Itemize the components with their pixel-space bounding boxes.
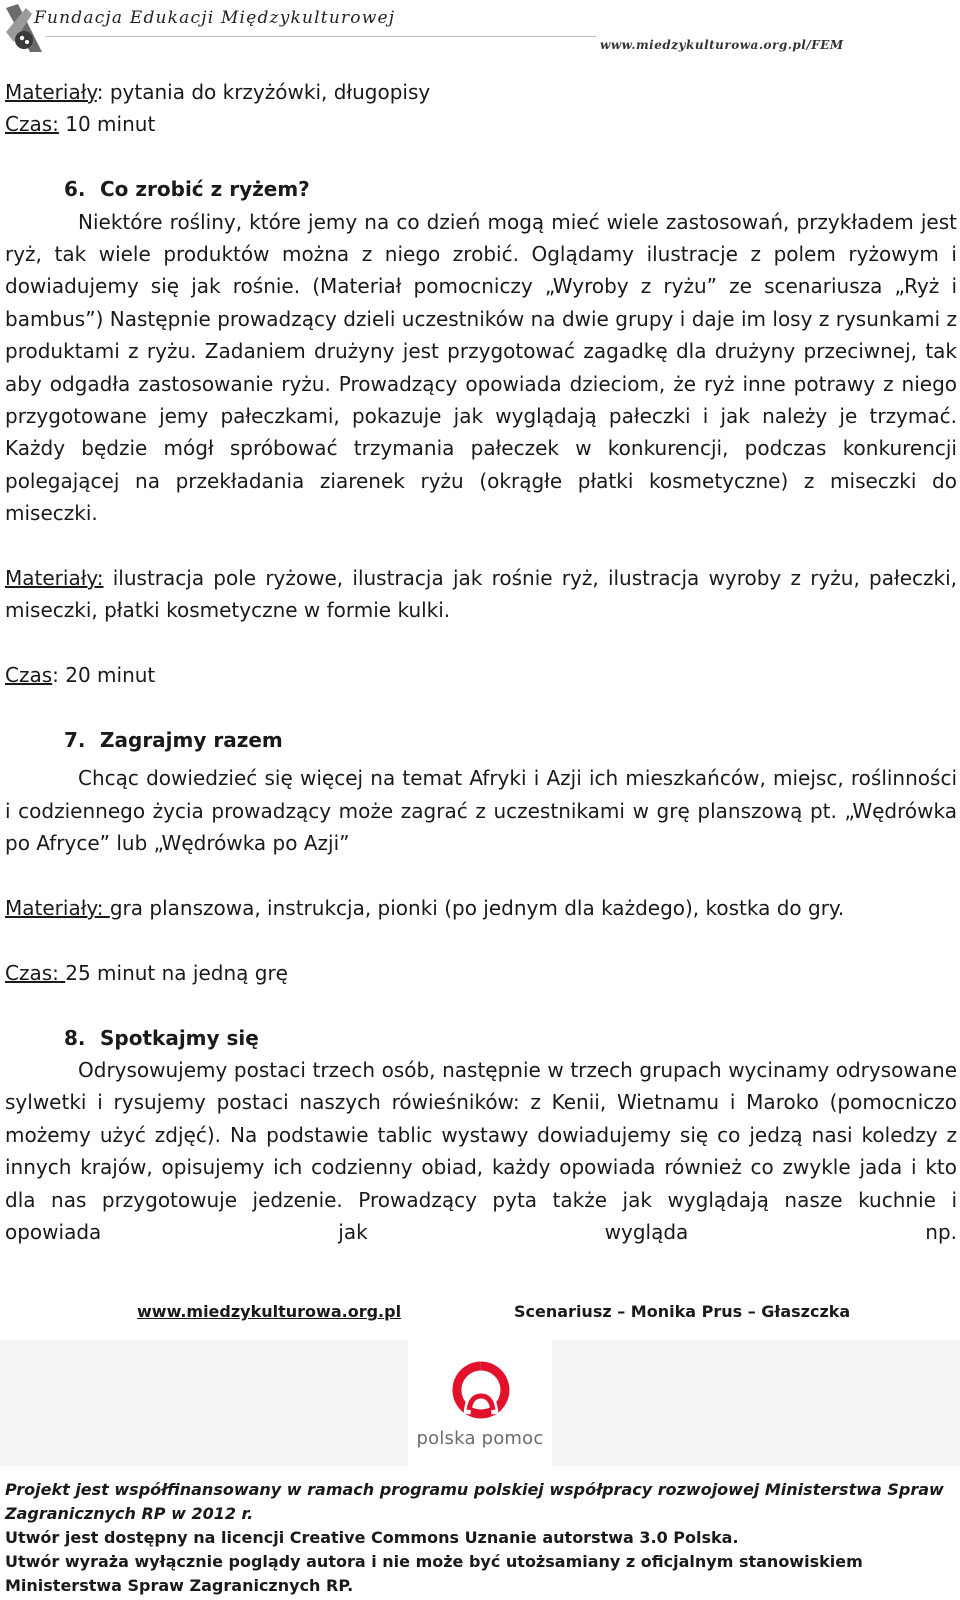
page-header [0, 0, 960, 62]
license-note: Utwór jest dostępny na licencji Creative Commons Uznanie autorstwa 3.0 Polska. [5, 1528, 739, 1547]
materials-value: gra planszowa, instrukcja, pionki (po jednym dla każdego), kostka do gry. [109, 896, 845, 921]
polska-pomoc-text: polska pomoc [416, 1428, 544, 1449]
section-number: 8. [64, 1025, 86, 1050]
spacer [5, 860, 957, 892]
section-title: Zagrajmy razem [100, 728, 283, 753]
time-label: Czas: [5, 960, 66, 985]
spacer [5, 627, 957, 659]
time-value: : 20 minut [52, 663, 156, 688]
section-number: 6. [64, 177, 86, 202]
disclaimer-note: Utwór wyraża wyłącznie poglądy autora i nie może być utożsamiany z oficjalnym stanowiskiem Ministerstwa Spraw Zagranicznych RP. [5, 1552, 863, 1595]
spacer [5, 692, 957, 724]
section-6-time [5, 659, 957, 691]
footer-links [0, 1302, 960, 1324]
spacer [5, 924, 957, 956]
time-value: 10 minut [58, 112, 156, 137]
materials-label: Materiały: [5, 566, 104, 591]
funding-note: Projekt jest współfinansowany w ramach programu polskiej współpracy rozwojowej Ministerstwa Spraw Zagranicznych RP w 2012 r. [5, 1480, 944, 1523]
time-line [5, 108, 957, 140]
document-body [5, 76, 957, 1249]
materials-value: ilustracja pole ryżowe, ilustracja jak rośnie ryż, ilustracja wyroby z ryżu, pałeczki, miseczki, płatki kosmetyczne w formie kulki. [5, 566, 957, 623]
materials-label: Materiały: [5, 896, 110, 921]
section-8-heading [5, 1022, 957, 1054]
section-7-heading [5, 724, 957, 756]
section-7-paragraph: Chcąc dowiedzieć się więcej na temat Afryki i Azji ich mieszkańców, miejsc, roślinności i codziennego życia prowadzący może zagrać z uczestnikami w grę planszową pt. „Wędrówka po Afryce” lub „Wędrówka po Azji” [5, 766, 957, 856]
time-value: 25 minut na jedną grę [65, 960, 288, 985]
header-divider [46, 36, 596, 37]
section-number: 7. [64, 728, 86, 753]
section-title: Spotkajmy się [100, 1025, 259, 1050]
materials-line [5, 76, 957, 108]
section-title: Co zrobić z ryżem? [100, 177, 310, 202]
section-7-time [5, 957, 957, 989]
footer-url-link[interactable]: www.miedzykulturowa.org.pl [137, 1302, 402, 1321]
materials-value: : pytania do krzyżówki, długopisy [96, 80, 431, 104]
footer-notes [5, 1478, 957, 1598]
footer-author: Scenariusz – Monika Prus – Głaszczka [514, 1302, 851, 1321]
materials-label: Materiały [5, 80, 97, 104]
time-label: Czas: [5, 112, 59, 137]
section-7-materials [5, 892, 957, 924]
spacer [5, 989, 957, 1021]
section-6-paragraph: Niektóre rośliny, które jemy na co dzień mogą mieć wiele zastosowań, przykładem jest ryż, tak wiele produktów można z niego zrobić. Oglądamy ilustracje z polem ryżowym i dowiadujemy się jak rośnie. (Materiał pomocniczy „Wyroby z ryżu” ze scenariusza „Ryż i bambus”) Następnie prowadzący dzieli uczestników na dwie grupy i daje im losy z rysunkami z produktami z ryżu. Zadaniem drużyny jest przygotować zagadkę dla drużyny przeciwnej, tak aby odgadła zastosowanie ryżu. Prowadzący opowiada dzieciom, że ryż inne potrawy z niego przygotowane jemy pałeczkami, pokazuje jak wyglądają pałeczki i jak należy je trzymać. Każdy będzie mógł spróbować trzymania pałeczek w konkurencji, podczas konkurencji polegającej na przekładania ziarenek ryżu (okrągłe płatki kosmetyczne) z miseczki do miseczki. [5, 209, 957, 526]
section-6-materials [5, 562, 957, 627]
organization-name: Fundacja Edukacji Międzykulturowej [34, 8, 396, 28]
section-6-heading [5, 173, 957, 205]
section-8-paragraph: Odrysowujemy postaci trzech osób, następnie w trzech grupach wycinamy odrysowane sylwetki i rysujemy postaci naszych rówieśników: z Kenii, Wietnamu i Maroko (pomocniczo możemy użyć zdjęć). Na podstawie tablic wystawy dowiadujemy się co jedzą nasi koledzy z innych krajów, opisujemy ich codzienny obiad, każdy opowiada również co zwykle jada i kto dla nas przygotowuje jedzenie. Prowadzący pyta także jak wyglądają nasze kuchnie i opowiada jak wygląda np. [5, 1058, 957, 1245]
polska-pomoc-logo-icon [449, 1358, 513, 1422]
spacer [5, 530, 957, 562]
time-label: Czas [5, 663, 53, 688]
header-url: www.miedzykulturowa.org.pl/FEM [600, 38, 844, 52]
spacer [5, 141, 957, 173]
